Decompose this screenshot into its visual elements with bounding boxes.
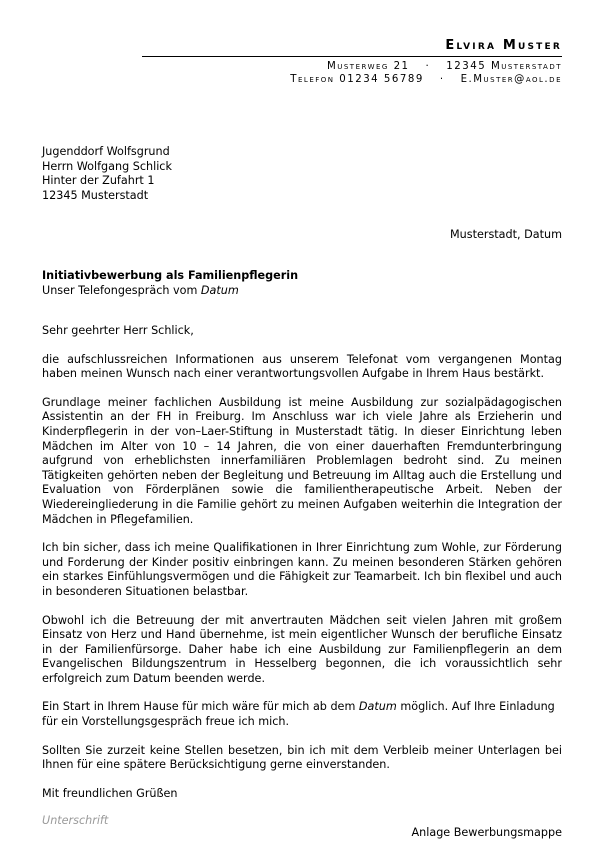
signature: Unterschrift (42, 814, 109, 827)
start-text-after: möglich. Auf Ihre Einladung für ein Vorstellungsgespräch freue ich mich. (42, 700, 555, 729)
body-paragraph: Ich bin sicher, dass ich meine Qualifikationen in Ihrer Einrichtung zum Wohle, zur Förderung und Forderung der Kinder positiv einbringen kann. Zu meinen besonderen Stärken gehören ein starkes Einfühlungsvermögen und die Fähigkeit zur Teamarbeit. Ich bin flexibel und auch in besonderen Situationen belastbar. (42, 541, 562, 598)
start-paragraph (42, 700, 562, 729)
start-text-before: Ein Start in Ihrem Hause für mich wäre für mich ab dem (42, 700, 359, 714)
separator: · (425, 61, 431, 72)
recipient-line: Hinter der Zufahrt 1 (42, 174, 155, 188)
recipient-line: Herrn Wolfgang Schlick (42, 159, 172, 173)
letterhead-rule (142, 56, 562, 57)
enclosure: Anlage Bewerbungsmappe (411, 826, 562, 839)
salutation: Sehr geehrter Herr Schlick, (42, 324, 194, 337)
separator: · (439, 74, 445, 85)
body-paragraph: die aufschlussreichen Informationen aus unserem Telefonat vom vergangenen Montag haben meinen Wunsch nach einer verantwortungsvollen Aufgabe in Ihrem Haus bestärkt. (42, 352, 562, 381)
recipient-address (42, 145, 172, 203)
letterhead (42, 38, 562, 86)
sender-email: E.Muster@aol.de (460, 74, 562, 85)
sender-name: Elvira Muster (445, 38, 562, 53)
sender-contact (42, 73, 562, 86)
letter-body (42, 324, 562, 815)
sender-street: Musterweg 21 (326, 61, 410, 72)
recipient-line: 12345 Musterstadt (42, 188, 149, 202)
recipient-line: Jugenddorf Wolfsgrund (42, 145, 170, 158)
sender-phone: Telefon 01234 56789 (290, 74, 424, 85)
sender-address (42, 60, 562, 73)
reference-prefix: Unser Telefongespräch vom (42, 283, 201, 297)
reference-date: Datum (200, 283, 239, 297)
body-paragraph: Grundlage meiner fachlichen Ausbildung ist meine Ausbildung zur sozialpädagogischen Assistentin an der FH in Freiburg. Im Anschluss war ich viele Jahre als Erzieherin und Kinderpflegerin in der von–Laer-Stiftung in Musterstadt tätig. In dieser Einrichtung leben Mädchen im Alter von 10 – 14 Jahren, die von einer dauerhaften Fremdunterbringung aufgrund von erheblichsten innerfamiliären Problemlagen bedroht sind. Zu meinen Tätigkeiten gehörten neben der Begleitung und Betreuung im Alltag auch die Erstellung und Evaluation von Förderplänen sowie die familientherapeutische Arbeit. Neben der Wiedereingliederung in die Familie gehört zu meinen Aufgaben weiterhin die Integration der Mädchen in Pflegefamilien. (42, 395, 562, 526)
subject-reference (42, 284, 298, 299)
closing-paragraph: Sollten Sie zurzeit keine Stellen besetzen, bin ich mit dem Verbleib meiner Unterlagen bei Ihnen für eine spätere Berücksichtigung gerne einverstanden. (42, 743, 562, 772)
body-paragraph: Obwohl ich die Betreuung der mit anvertrauten Mädchen seit vielen Jahren mit großem Einsatz von Herz und Hand übernehme, ist mein eigentlicher Wunsch der berufliche Einsatz in der Familienfürsorge. Daher habe ich eine Ausbildung zur Familienpflegerin an dem Evangelischen Bildungszentrum in Hesselberg begonnen, die ich voraussichtlich sehr erfolgreich zum Datum beenden werde. (42, 613, 562, 685)
sender-city: 12345 Musterstadt (446, 61, 562, 72)
start-date: Datum (358, 700, 397, 714)
closing: Mit freundlichen Grüßen (42, 786, 178, 800)
subject-block (42, 269, 298, 298)
subject-title: Initiativbewerbung als Familienpflegerin (42, 269, 299, 282)
date-line: Musterstadt, Datum (450, 228, 562, 241)
